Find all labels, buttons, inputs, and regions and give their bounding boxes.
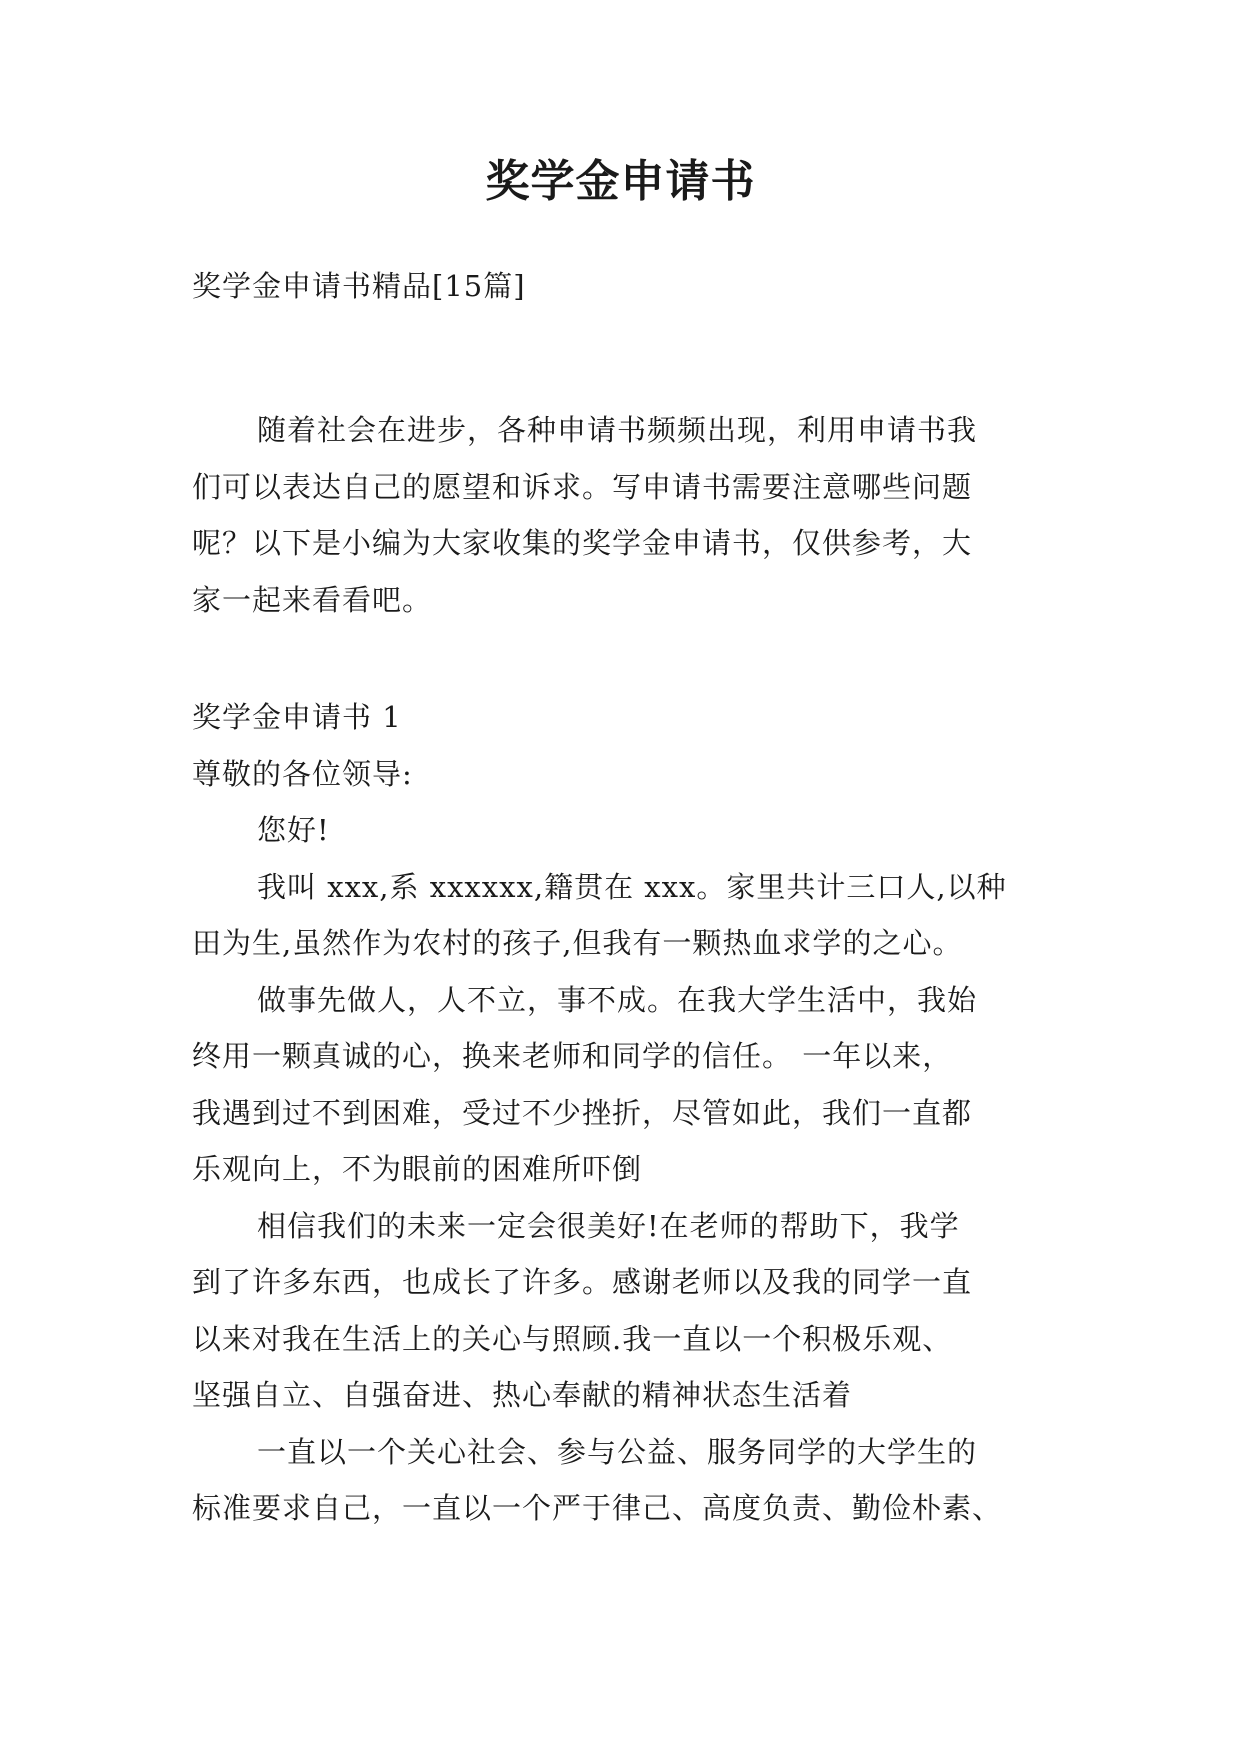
body-line: 一直以一个关心社会、参与公益、服务同学的大学生的 [257,1435,978,1469]
section-heading: 奖学金申请书 1 [192,700,402,734]
salutation: 尊敬的各位领导: [192,757,413,791]
body-line: 乐观向上，不为眼前的困难所吓倒 [192,1152,643,1186]
body-line: 我遇到过不到困难，受过不少挫折，尽管如此，我们一直都 [192,1096,973,1130]
body-line: 田为生,虽然作为农村的孩子,但我有一颗热血求学的之心。 [192,926,963,960]
intro-line: 们可以表达自己的愿望和诉求。写申请书需要注意哪些问题 [192,470,973,504]
body-line: 坚强自立、自强奋进、热心奉献的精神状态生活着 [192,1378,853,1412]
document-subtitle: 奖学金申请书精品[15篇] [192,269,526,303]
intro-line: 随着社会在进步，各种申请书频频出现，利用申请书我 [257,413,978,447]
body-line: 以来对我在生活上的关心与照顾.我一直以一个积极乐观、 [192,1322,953,1356]
body-line: 到了许多东西，也成长了许多。感谢老师以及我的同学一直 [192,1265,973,1299]
body-line: 我叫 xxx,系 xxxxxx,籍贯在 xxx。家里共计三口人,以种 [257,870,1007,904]
body-line: 做事先做人，人不立，事不成。在我大学生活中，我始 [257,983,978,1017]
body-line: 终用一颗真诚的心，换来老师和同学的信任。 一年以来， [192,1039,953,1073]
intro-line: 呢？以下是小编为大家收集的奖学金申请书，仅供参考，大 [192,526,973,560]
body-line: 标准要求自己，一直以一个严于律己、高度负责、勤俭朴素、 [192,1491,1003,1525]
intro-line: 家一起来看看吧。 [192,583,433,617]
greeting: 您好! [257,813,330,847]
document-title: 奖学金申请书 [485,156,756,207]
body-line: 相信我们的未来一定会很美好!在老师的帮助下，我学 [257,1209,960,1243]
